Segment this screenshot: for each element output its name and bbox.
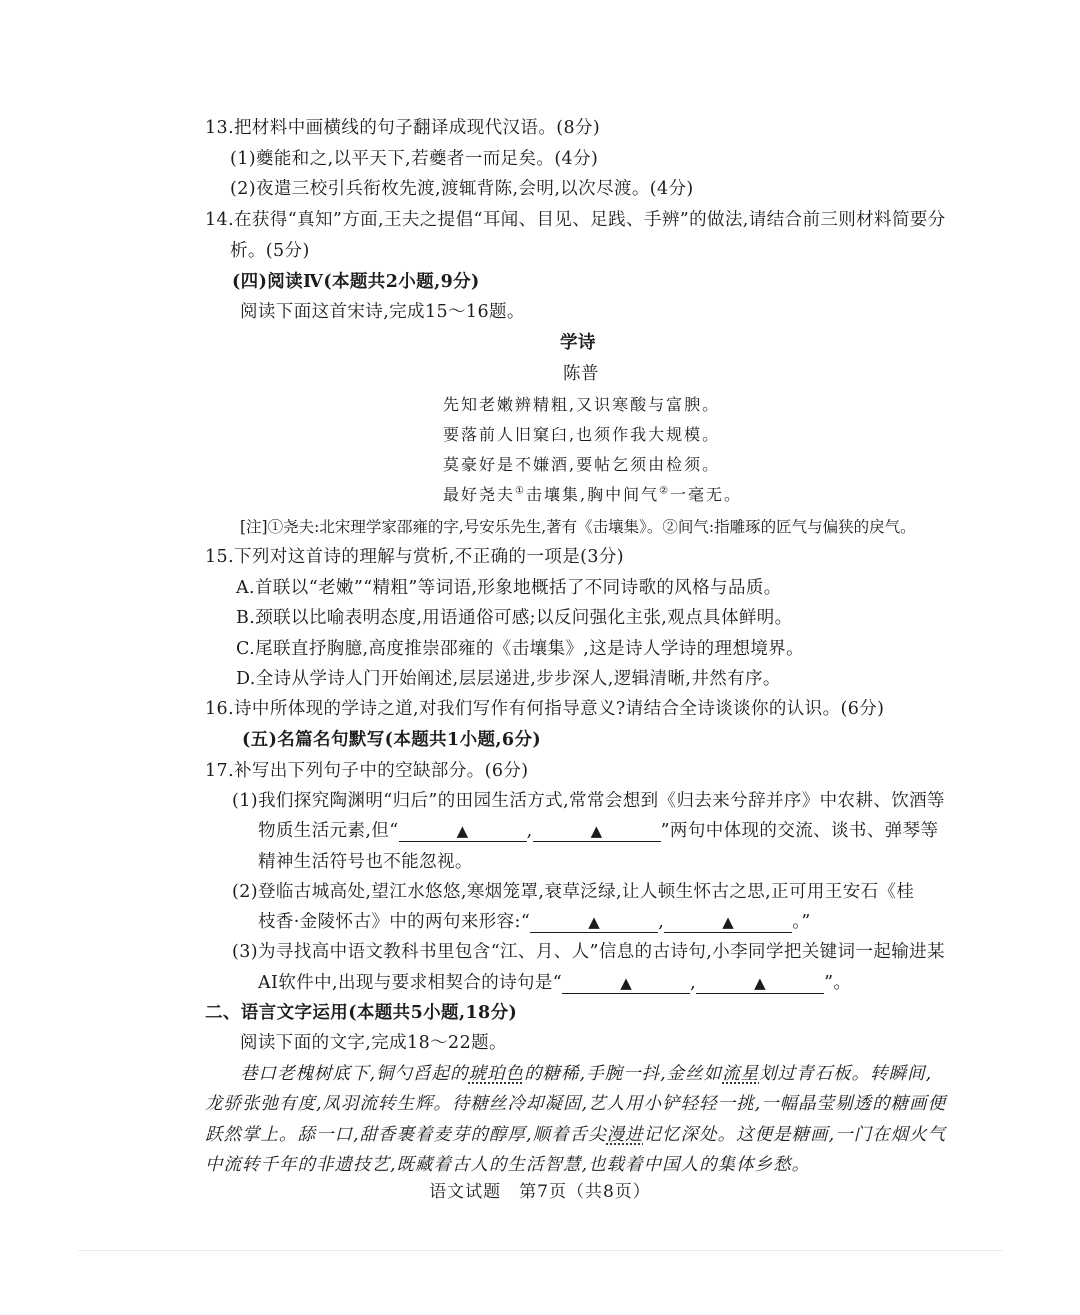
footnote-mark-2: ② <box>659 485 671 497</box>
q17-part-1-line-1: (1)我们探究陶渊明“归后”的田园生活方式,常常会想到《归去来兮辞并序》中农耕、饮酒等 <box>232 791 945 811</box>
section-4-heading: (四)阅读Ⅳ(本题共2小题,9分) <box>232 272 480 292</box>
blank-separator: , <box>658 912 665 932</box>
passage-line-3-a: 跃然掌上。舔一口,甜香裹着麦芽的醇厚,顺着舌尖 <box>205 1125 607 1145</box>
passage-line-1 <box>240 1062 932 1086</box>
q17-part-2-line-2 <box>258 910 811 934</box>
q17-part-2-text-b: 。” <box>792 912 811 932</box>
q17-part-2-text-a: 枝香·金陵怀古》中的两句来形容:“ <box>258 912 531 932</box>
passage-line-3-b: 记忆深处。这便是糖画,一门在烟火气 <box>643 1125 947 1145</box>
blank-separator: , <box>690 973 697 993</box>
poem-line-4-part-b: 击壤集,胸中间气 <box>525 485 660 504</box>
answer-blank-5[interactable]: ▲ <box>562 973 690 994</box>
passage-line-1-a: 巷口老槐树底下,铜勺舀起的 <box>240 1064 469 1084</box>
part-2-heading: 二、语言文字运用(本题共5小题,18分) <box>205 1003 518 1023</box>
q16-stem: 16.诗中所体现的学诗之道,对我们写作有何指导意义?请结合全诗谈谈你的认识。(6分) <box>205 699 885 719</box>
q15-option-d: D.全诗从学诗人门开始阐述,层层递进,步步深人,逻辑清晰,井然有序。 <box>236 669 781 689</box>
q17-part-1-line-3: 精神生活符号也不能忽视。 <box>258 852 473 872</box>
q15-option-a: A.首联以“老嫩”“精粗”等词语,形象地概括了不同诗歌的风格与品质。 <box>236 578 782 598</box>
q17-part-3-line-2 <box>258 971 851 995</box>
poem-line-4-part-c: 一毫无。 <box>670 485 743 504</box>
poem-author: 陈普 <box>563 364 599 384</box>
footnote-mark-1: ① <box>515 485 526 497</box>
q17-stem: 17.补写出下列句子中的空缺部分。(6分) <box>205 761 529 781</box>
q13-sub-1: (1)夔能和之,以平天下,若夔者一而足矣。(4分) <box>230 149 599 169</box>
answer-blank-4[interactable]: ▲ <box>664 912 792 933</box>
passage-line-4: 中流转千年的非遗技艺,既藏着古人的生活智慧,也载着中国人的集体乡愁。 <box>205 1155 811 1175</box>
passage-line-2: 龙骄张弛有度,凤羽流转生辉。待糖丝冷却凝固,艺人用小铲轻轻一挑,一幅晶莹剔透的糖画便 <box>205 1094 947 1114</box>
q17-part-2-line-1: (2)登临古城高处,望江水悠悠,寒烟笼罩,衰草泛绿,让人顿生怀古之思,正可用王安石《桂 <box>232 882 915 902</box>
poem-line-3: 莫豪好是不嫌酒,要帖乞须由检须。 <box>443 455 721 474</box>
page-footer: 语文试题 第7页（共8页） <box>429 1182 651 1202</box>
q15-option-c: C.尾联直抒胸臆,高度推崇邵雍的《击壤集》,这是诗人学诗的理想境界。 <box>236 639 805 659</box>
passage-line-1-c: 划过青石板。转瞬间, <box>759 1064 933 1084</box>
passage-line-3 <box>205 1123 946 1147</box>
bottom-divider <box>78 1250 1003 1251</box>
q15-option-b: B.颈联以比喻表明态度,用语通俗可感;以反问强化主张,观点具体鲜明。 <box>236 608 793 628</box>
q13-sub-2: (2)夜遣三校引兵衔枚先渡,渡辄背陈,会明,以次尽渡。(4分) <box>230 179 694 199</box>
poem-line-4 <box>443 484 742 506</box>
dotted-word-seep: 漫进 <box>606 1125 644 1145</box>
q17-part-1-line-2 <box>258 819 938 843</box>
q17-part-3-text-a: AI软件中,出现与要求相契合的诗句是“ <box>258 973 563 993</box>
q17-part-1-text-b: ”两句中体现的交流、谈书、弹琴等 <box>660 821 939 841</box>
q15-stem: 15.下列对这首诗的理解与赏析,不正确的一项是(3分) <box>205 547 624 567</box>
poem-line-4-part-a: 最好尧夫 <box>443 485 516 504</box>
poem-note: [注]①尧夫:北宋理学家邵雍的字,号安乐先生,著有《击壤集》。②间气:指雕琢的匠气与偏狭的戾气。 <box>240 518 916 536</box>
answer-blank-3[interactable]: ▲ <box>530 912 658 933</box>
q17-part-1-text-a: 物质生活元素,但“ <box>258 821 399 841</box>
blank-separator: , <box>526 821 533 841</box>
q14-line-1: 14.在获得“真知”方面,王夫之提倡“耳闻、目见、足践、手辨”的做法,请结合前三则材料简要分 <box>205 210 946 230</box>
passage-line-1-b: 的糖稀,手腕一抖,金丝如 <box>524 1064 723 1084</box>
section-4-intro: 阅读下面这首宋诗,完成15～16题。 <box>240 302 525 322</box>
section-5-heading: (五)名篇名句默写(本题共1小题,6分) <box>242 730 542 750</box>
dotted-word-meteor: 流星 <box>722 1064 760 1084</box>
q14-line-2: 析。(5分) <box>230 241 310 261</box>
q17-part-3-text-b: ”。 <box>824 973 852 993</box>
q17-part-3-line-1: (3)为寻找高中语文教科书里包含“江、月、人”信息的古诗句,小李同学把关键词一起输进某 <box>232 942 945 962</box>
poem-title: 学诗 <box>560 333 596 353</box>
answer-blank-6[interactable]: ▲ <box>696 973 824 994</box>
part-2-intro: 阅读下面的文字,完成18～22题。 <box>240 1033 507 1053</box>
answer-blank-1[interactable]: ▲ <box>399 821 527 842</box>
dotted-word-amber: 琥珀色 <box>468 1064 525 1084</box>
answer-blank-2[interactable]: ▲ <box>533 821 661 842</box>
poem-line-2: 要落前人旧窠臼,也须作我大规模。 <box>443 425 721 444</box>
poem-line-1: 先知老嫩辨精粗,又识寒酸与富腴。 <box>443 395 721 414</box>
q13-stem: 13.把材料中画横线的句子翻译成现代汉语。(8分) <box>205 118 601 138</box>
